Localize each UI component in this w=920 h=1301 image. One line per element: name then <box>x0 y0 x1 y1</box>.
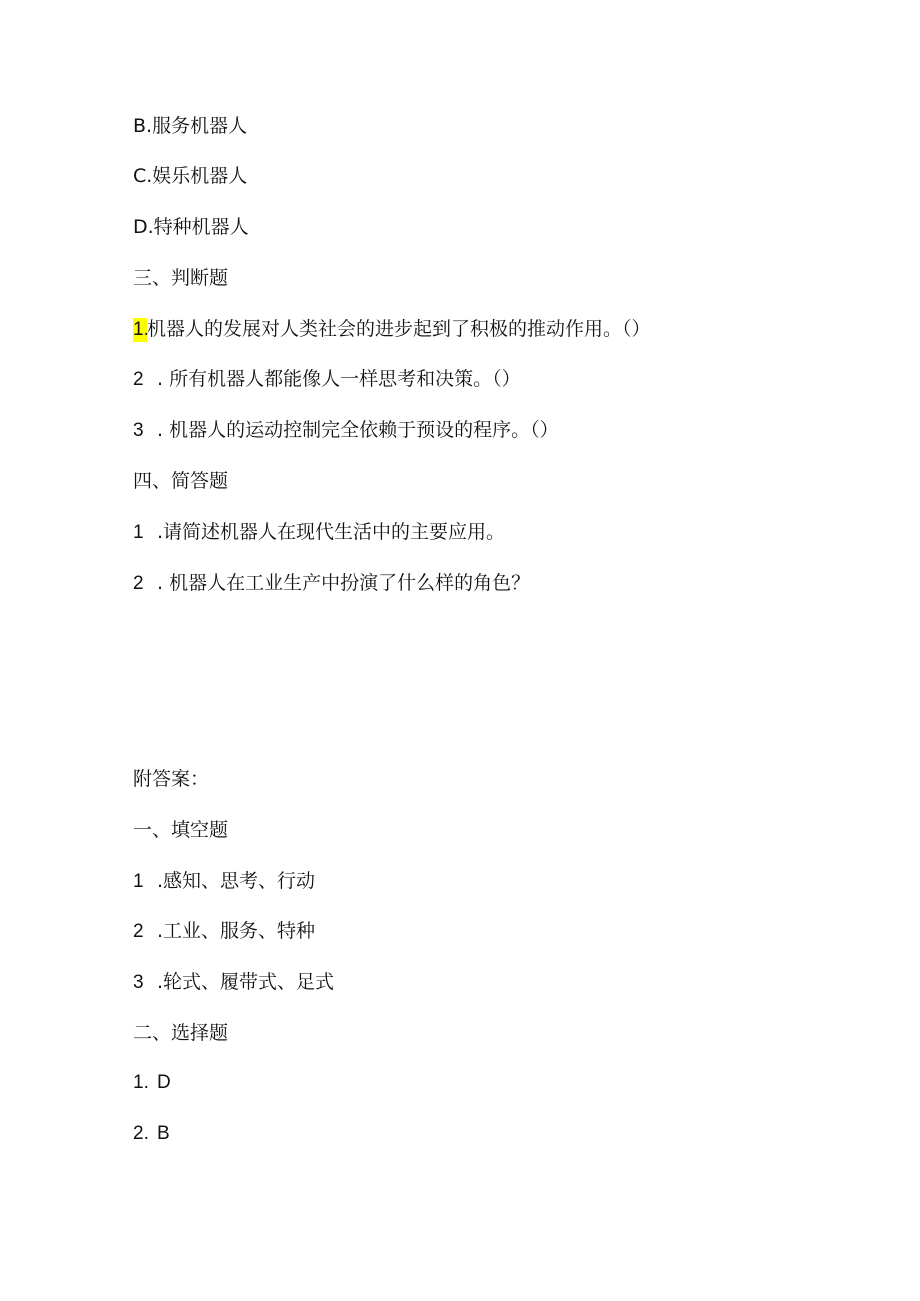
fill-answer-2-text: .工业、服务、特种 <box>157 920 316 942</box>
judge-item-1-number: 1. <box>133 319 149 340</box>
short-answer-heading-text: 四、简答题 <box>133 470 229 492</box>
fill-answer-3-text: .轮式、履带式、足式 <box>157 971 335 993</box>
fill-answer-3 <box>133 970 334 995</box>
choice-answer-1-number: 1. <box>133 1072 149 1093</box>
judge-item-2 <box>133 367 521 392</box>
option-d <box>133 215 249 239</box>
choice-answer-2-text: B <box>157 1123 170 1144</box>
fill-answer-2-number: 2 <box>133 921 144 942</box>
choice-answer-1-text: D <box>157 1072 171 1093</box>
choice-answer-2-number: 2. <box>133 1123 149 1144</box>
judge-item-2-text: . 所有机器人都能像人一样思考和决策。（） <box>157 368 521 390</box>
judge-item-2-number: 2 <box>133 369 144 390</box>
judge-item-3-number: 3 <box>133 420 144 441</box>
judge-item-3-text: . 机器人的运动控制完全依赖于预设的程序。（） <box>157 419 559 441</box>
short-answer-item-2-number: 2 <box>133 573 144 594</box>
fill-answer-1-number: 1 <box>133 871 144 892</box>
judge-item-1-text: 机器人的发展对人类社会的进步起到了积极的推动作用。（） <box>147 318 651 340</box>
choice-answer-1 <box>133 1071 171 1095</box>
option-b <box>133 114 247 138</box>
fill-answer-1-text: .感知、思考、行动 <box>157 870 316 892</box>
short-answer-item-1 <box>133 520 505 545</box>
choice-answer-2 <box>133 1122 170 1146</box>
short-answer-heading <box>133 469 228 493</box>
option-d-text: D.特种机器人 <box>133 216 249 238</box>
judge-heading-text: 三、判断题 <box>133 267 229 289</box>
short-answer-item-1-text: .请简述机器人在现代生活中的主要应用。 <box>157 521 506 543</box>
answers-heading <box>133 767 209 791</box>
choice-heading-text: 二、选择题 <box>133 1022 229 1044</box>
short-answer-item-2 <box>133 571 530 596</box>
short-answer-item-2-text: . 机器人在工业生产中扮演了什么样的角色？ <box>157 572 531 594</box>
fill-answer-1 <box>133 869 315 894</box>
option-c-text: C.娱乐机器人 <box>133 165 248 187</box>
short-answer-item-1-number: 1 <box>133 522 144 543</box>
choice-heading <box>133 1021 228 1045</box>
fill-answer-3-number: 3 <box>133 972 144 993</box>
option-c <box>133 164 247 188</box>
option-b-text: B.服务机器人 <box>133 115 248 137</box>
judge-item-1 <box>133 317 651 342</box>
judge-item-3 <box>133 418 559 443</box>
fill-heading-text: 一、填空题 <box>133 819 229 841</box>
fill-heading <box>133 818 228 842</box>
fill-answer-2 <box>133 919 315 944</box>
answers-heading-text: 附答案： <box>133 768 210 790</box>
judge-heading <box>133 266 228 290</box>
